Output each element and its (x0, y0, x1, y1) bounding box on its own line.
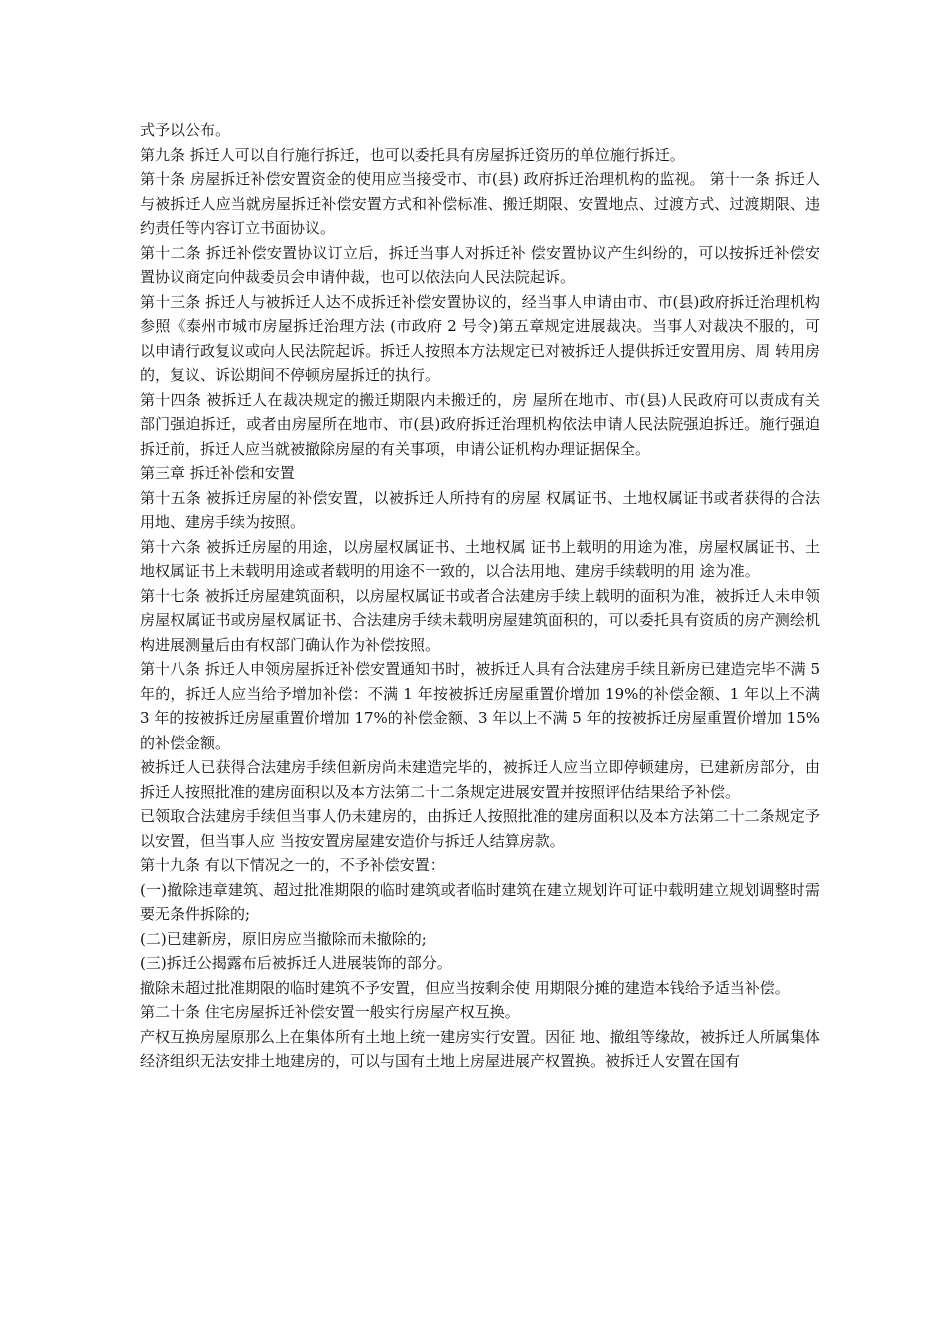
article-20-paragraph-2: 产权互换房屋原那么上在集体所有土地上统一建房实行安置。因征 地、撤组等缘故，被拆迁人所属集体经济组织无法安排土地建房的，可以与国有土地上房屋进展产权置换。被拆迁人安置在国有 (140, 1027, 820, 1070)
article-13: 第十三条 拆迁人与被拆迁人达不成拆迁补偿安置协议的，经当事人申请由市、市(县)政府拆迁治理机构参照《泰州市城市房屋拆迁治理方法 (市政府 2 号令)第五章规定进展裁决。当事人对裁决不服的，可以申请行政复议或向人民法院起诉。拆迁人按照本方法规定已对被拆迁人提供拆迁安置用房、周 转用房的，复议、诉讼期间不停顿房屋拆迁的执行。 (140, 292, 820, 384)
article-16: 第十六条 被拆迁房屋的用途，以房屋权属证书、土地权属 证书上载明的用途为准，房屋权属证书、土地权属证书上未载明用途或者载明的用途不一致的，以合法用地、建房手续载明的用 途为准。 (140, 537, 820, 580)
document-body (140, 118, 820, 1074)
article-18-paragraph-3: 已领取合法建房手续但当事人仍未建房的，由拆迁人按照批准的建房面积以及本方法第二十二条规定予以安置，但当事人应 当按安置房屋建安造价与拆迁人结算房款。 (140, 807, 820, 850)
article-19-paragraph-2: 撤除未超过批准期限的临时建筑不予安置，但应当按剩余使 用期限分摊的建造本钱给予适当补偿。 (140, 978, 790, 997)
article-12: 第十二条 拆迁补偿安置协议订立后，拆迁当事人对拆迁补 偿安置协议产生纠纷的，可以按拆迁补偿安置协议商定向仲裁委员会申请仲裁，也可以依法向人民法院起诉。 (140, 243, 820, 286)
article-10-11: 第十条 房屋拆迁补偿安置资金的使用应当接受市、市(县) 政府拆迁治理机构的监视。 第十一条 拆迁人与被拆迁人应当就房屋拆迁补偿安置方式和补偿标准、搬迁期限、安置地点、过渡方式、过渡期限、违约责任等内容订立书面协议。 (140, 170, 820, 237)
article-19-item-1: (一)撤除违章建筑、超过批准期限的临时建筑或者临时建筑在建立规划许可证中载明建立规划调整时需要无条件拆除的; (140, 880, 820, 923)
article-19: 第十九条 有以下情况之一的，不予补偿安置： (140, 856, 445, 874)
article-9: 第九条 拆迁人可以自行施行拆迁，也可以委托具有房屋拆迁资历的单位施行拆迁。 (140, 145, 685, 164)
article-17: 第十七条 被拆迁房屋建筑面积，以房屋权属证书或者合法建房手续上载明的面积为准，被拆迁人未申领房屋权属证书或房屋权属证书、合法建房手续未载明房屋建筑面积的，可以委托具有资质的房产测绘机构进展测量后由有权部门确认作为补偿按照。 (140, 586, 820, 654)
article-20: 第二十条 住宅房屋拆迁补偿安置一般实行房屋产权互换。 (140, 1003, 520, 1021)
article-18: 第十八条 拆迁人申领房屋拆迁补偿安置通知书时，被拆迁人具有合法建房手续且新房已建造完毕不满 5 年的，拆迁人应当给予增加补偿：不满 1 年按被拆迁房屋重置价增加 19%的补偿金额、1 年以上不满 3 年的按被拆迁房屋重置价增加 17%的补偿金额、3 年以上不满 5 年的按被拆迁房屋重置价增加 15%的补偿金额。 (140, 660, 820, 752)
paragraph-continuation: 式予以公布。 (140, 121, 231, 139)
article-19-item-2: (二)已建新房，原旧房应当撤除而未撤除的; (140, 929, 427, 948)
article-19-item-3: (三)拆迁公揭露布后被拆迁人进展装饰的部分。 (140, 954, 452, 972)
article-15: 第十五条 被拆迁房屋的补偿安置，以被拆迁人所持有的房屋 权属证书、土地权属证书或者获得的合法用地、建房手续为按照。 (140, 488, 820, 531)
chapter-3-heading: 第三章 拆迁补偿和安置 (140, 464, 295, 482)
article-14: 第十四条 被拆迁人在裁决规定的搬迁期限内未搬迁的，房 屋所在地市、市(县)人民政府可以责成有关部门强迫拆迁，或者由房屋所在地市、市(县)政府拆迁治理机构依法申请人民法院强迫拆迁。施行强迫拆迁前，拆迁人应当就被撤除房屋的有关事项，申请公证机构办理证据保全。 (140, 390, 820, 458)
article-18-paragraph-2: 被拆迁人已获得合法建房手续但新房尚未建造完毕的，被拆迁人应当立即停顿建房，已建新房部分，由拆迁人按照批准的建房面积以及本方法第二十二条规定进展安置并按照评估结果给予补偿。 (140, 758, 820, 801)
